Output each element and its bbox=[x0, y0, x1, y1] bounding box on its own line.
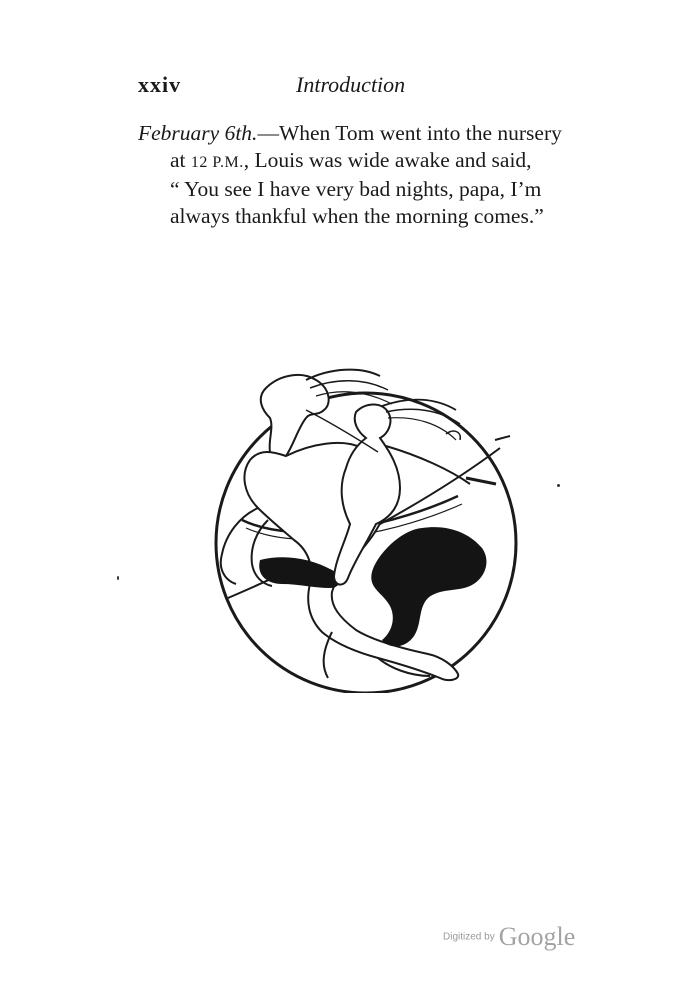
entry-line-1-text: —When Tom went into the nursery bbox=[257, 121, 562, 145]
digitization-watermark bbox=[443, 922, 575, 952]
horse-rider-illustration bbox=[110, 348, 570, 693]
entry-line-3: “ You see I have very bad nights, papa, I’m bbox=[170, 177, 542, 201]
entry-line-2-text: , Louis was wide awake and said, bbox=[243, 148, 532, 172]
entry-date: February 6th. bbox=[138, 121, 258, 145]
watermark-prefix: Digitized by bbox=[443, 931, 495, 943]
page-number: xxiv bbox=[138, 72, 182, 97]
horse-tail bbox=[371, 527, 486, 646]
running-title: Introduction bbox=[296, 72, 406, 97]
entry-line-2 bbox=[138, 147, 598, 176]
entry-line-4: always thankful when the morning comes.” bbox=[170, 204, 544, 228]
entry-line-2-prefix: at bbox=[170, 148, 191, 172]
entry-line-1 bbox=[138, 120, 598, 147]
speck-right bbox=[557, 484, 560, 487]
running-head bbox=[138, 72, 428, 106]
speck-left bbox=[117, 576, 119, 580]
google-logo-text: Google bbox=[498, 922, 576, 951]
diary-entry bbox=[138, 120, 598, 230]
entry-time: 12 P.M. bbox=[190, 154, 244, 171]
